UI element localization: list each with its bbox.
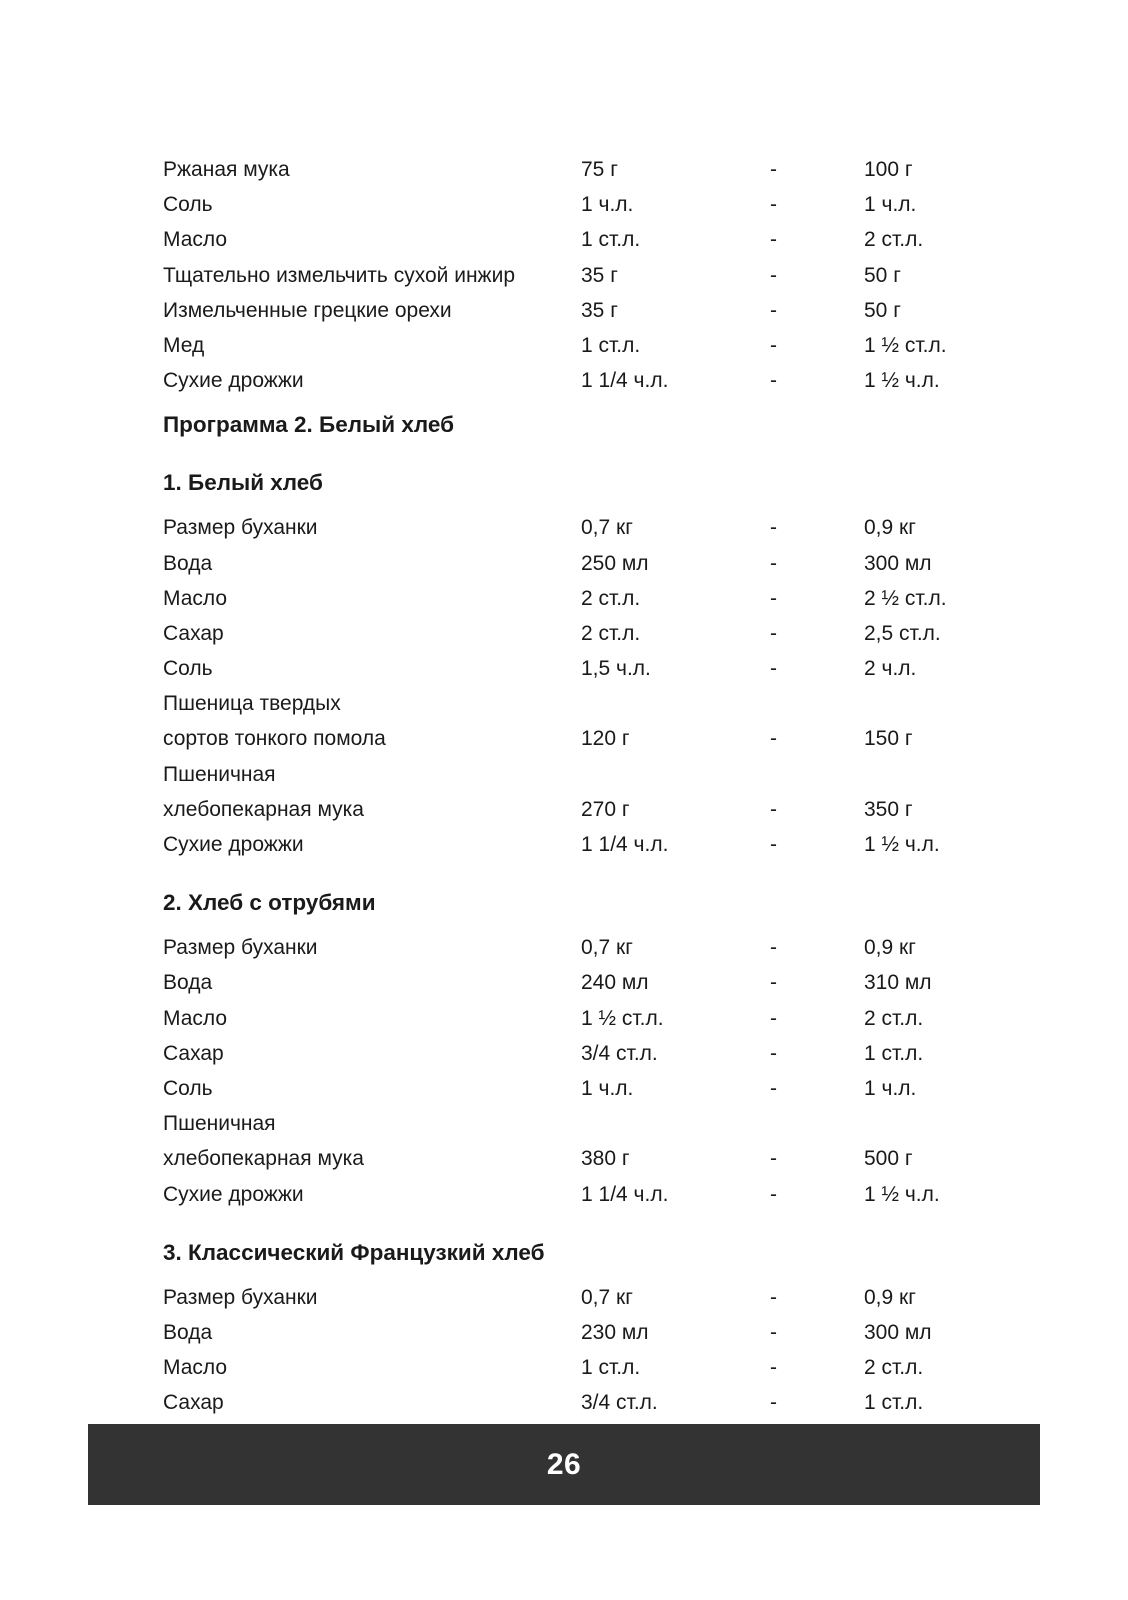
amount-small-loaf: 1 ст.л. xyxy=(581,1356,641,1380)
ingredient-name: хлебопекарная мука xyxy=(163,797,364,821)
ingredient-name: Соль xyxy=(163,657,213,681)
amount-large-loaf: 2 ½ ст.л. xyxy=(864,586,947,610)
ingredient-table xyxy=(163,930,1068,1212)
range-dash: - xyxy=(770,1182,777,1206)
amount-small-loaf: 1 1/4 ч.л. xyxy=(581,833,669,857)
range-dash: - xyxy=(770,1391,777,1415)
ingredient-name: Размер буханки xyxy=(163,516,318,540)
table-row xyxy=(163,152,1068,187)
range-dash: - xyxy=(770,1147,777,1171)
ingredient-name: Вода xyxy=(163,1320,213,1344)
amount-small-loaf: 75 г xyxy=(581,158,618,182)
ingredient-name: Пшеница твердых xyxy=(163,692,341,716)
range-dash: - xyxy=(770,727,777,751)
page-footer xyxy=(88,1424,1040,1505)
range-dash: - xyxy=(770,621,777,645)
amount-small-loaf: 270 г xyxy=(581,797,630,821)
ingredient-name: сортов тонкого помола xyxy=(163,727,386,751)
table-row xyxy=(163,1036,1068,1071)
range-dash: - xyxy=(770,1006,777,1030)
amount-small-loaf: 0,7 кг xyxy=(581,1285,633,1309)
amount-small-loaf: 0,7 кг xyxy=(581,936,633,960)
table-row xyxy=(163,1001,1068,1036)
range-dash: - xyxy=(770,1356,777,1380)
amount-large-loaf: 0,9 кг xyxy=(864,516,916,540)
range-dash: - xyxy=(770,228,777,252)
range-dash: - xyxy=(770,333,777,357)
table-row xyxy=(163,187,1068,222)
table-row xyxy=(163,1141,1068,1176)
range-dash: - xyxy=(770,1285,777,1309)
ingredient-name: Сухие дрожжи xyxy=(163,369,304,393)
amount-large-loaf: 300 мл xyxy=(864,1320,932,1344)
amount-large-loaf: 1 ч.л. xyxy=(864,193,917,217)
table-row xyxy=(163,1280,1068,1315)
table-row xyxy=(163,651,1068,686)
amount-small-loaf: 1 ½ ст.л. xyxy=(581,1006,664,1030)
ingredient-name: Масло xyxy=(163,228,228,252)
range-dash: - xyxy=(770,1041,777,1065)
amount-large-loaf: 300 мл xyxy=(864,551,932,575)
range-dash: - xyxy=(770,369,777,393)
table-row xyxy=(163,258,1068,293)
range-dash: - xyxy=(770,551,777,575)
amount-large-loaf: 150 г xyxy=(864,727,913,751)
table-row xyxy=(163,1350,1068,1385)
amount-large-loaf: 0,9 кг xyxy=(864,936,916,960)
amount-small-loaf: 1 ст.л. xyxy=(581,333,641,357)
amount-large-loaf: 2,5 ст.л. xyxy=(864,621,941,645)
range-dash: - xyxy=(770,657,777,681)
amount-large-loaf: 2 ст.л. xyxy=(864,1006,924,1030)
ingredient-name: хлебопекарная мука xyxy=(163,1147,364,1171)
amount-large-loaf: 1 ½ ч.л. xyxy=(864,1182,940,1206)
ingredient-name: Масло xyxy=(163,1356,228,1380)
table-row xyxy=(163,363,1068,398)
range-dash: - xyxy=(770,936,777,960)
ingredient-table xyxy=(163,510,1068,862)
amount-small-loaf: 1 1/4 ч.л. xyxy=(581,369,669,393)
range-dash: - xyxy=(770,516,777,540)
table-row xyxy=(163,686,1068,721)
table-row xyxy=(163,965,1068,1000)
amount-small-loaf: 250 мл xyxy=(581,551,649,575)
table-row xyxy=(163,757,1068,792)
recipe-heading: 1. Белый хлеб xyxy=(163,470,323,496)
ingredient-name: Сахар xyxy=(163,1391,224,1415)
amount-large-loaf: 1 ½ ч.л. xyxy=(864,369,940,393)
ingredient-name: Мед xyxy=(163,333,205,357)
ingredient-name: Размер буханки xyxy=(163,936,318,960)
amount-small-loaf: 1 ч.л. xyxy=(581,193,634,217)
table-row xyxy=(163,827,1068,862)
amount-large-loaf: 50 г xyxy=(864,298,901,322)
amount-small-loaf: 0,7 кг xyxy=(581,516,633,540)
table-row xyxy=(163,546,1068,581)
ingredient-table xyxy=(163,1280,1068,1421)
amount-small-loaf: 120 г xyxy=(581,727,630,751)
program-heading: Программа 2. Белый хлеб xyxy=(163,412,454,438)
amount-small-loaf: 3/4 ст.л. xyxy=(581,1041,658,1065)
ingredient-name: Тщательно измельчить сухой инжир xyxy=(163,263,515,287)
ingredient-name: Масло xyxy=(163,1006,228,1030)
amount-small-loaf: 1 ч.л. xyxy=(581,1076,634,1100)
table-row xyxy=(163,930,1068,965)
range-dash: - xyxy=(770,158,777,182)
ingredient-name: Масло xyxy=(163,586,228,610)
amount-large-loaf: 100 г xyxy=(864,158,913,182)
amount-small-loaf: 1 1/4 ч.л. xyxy=(581,1182,669,1206)
table-row xyxy=(163,510,1068,545)
page-number: 26 xyxy=(546,1447,582,1481)
ingredient-name: Пшеничная xyxy=(163,762,276,786)
range-dash: - xyxy=(770,586,777,610)
recipe-blocks xyxy=(163,152,1068,1420)
ingredient-name: Соль xyxy=(163,193,213,217)
table-row xyxy=(163,1106,1068,1141)
amount-large-loaf: 310 мл xyxy=(864,971,932,995)
table-row xyxy=(163,581,1068,616)
ingredient-name: Сахар xyxy=(163,621,224,645)
range-dash: - xyxy=(770,797,777,821)
amount-large-loaf: 1 ч.л. xyxy=(864,1076,917,1100)
amount-small-loaf: 230 мл xyxy=(581,1320,649,1344)
range-dash: - xyxy=(770,971,777,995)
amount-small-loaf: 1,5 ч.л. xyxy=(581,657,651,681)
table-row xyxy=(163,222,1068,257)
table-row xyxy=(163,328,1068,363)
amount-large-loaf: 350 г xyxy=(864,797,913,821)
table-row xyxy=(163,1315,1068,1350)
recipe-heading: 2. Хлеб с отрубями xyxy=(163,890,376,916)
ingredient-name: Сухие дрожжи xyxy=(163,833,304,857)
range-dash: - xyxy=(770,1320,777,1344)
range-dash: - xyxy=(770,263,777,287)
range-dash: - xyxy=(770,833,777,857)
ingredient-name: Пшеничная xyxy=(163,1112,276,1136)
amount-small-loaf: 380 г xyxy=(581,1147,630,1171)
amount-large-loaf: 0,9 кг xyxy=(864,1285,916,1309)
ingredient-name: Вода xyxy=(163,551,213,575)
amount-small-loaf: 2 ст.л. xyxy=(581,621,641,645)
amount-large-loaf: 50 г xyxy=(864,263,901,287)
table-row xyxy=(163,616,1068,651)
amount-large-loaf: 1 ½ ст.л. xyxy=(864,333,947,357)
amount-large-loaf: 2 ст.л. xyxy=(864,228,924,252)
table-row xyxy=(163,1071,1068,1106)
ingredient-name: Размер буханки xyxy=(163,1285,318,1309)
ingredient-name: Сухие дрожжи xyxy=(163,1182,304,1206)
amount-small-loaf: 3/4 ст.л. xyxy=(581,1391,658,1415)
amount-large-loaf: 1 ст.л. xyxy=(864,1041,924,1065)
amount-small-loaf: 2 ст.л. xyxy=(581,586,641,610)
ingredient-name: Вода xyxy=(163,971,213,995)
table-row xyxy=(163,721,1068,756)
ingredient-name: Соль xyxy=(163,1076,213,1100)
amount-large-loaf: 2 ч.л. xyxy=(864,657,917,681)
recipe-heading: 3. Классический Французкий хлеб xyxy=(163,1239,545,1265)
amount-small-loaf: 1 ст.л. xyxy=(581,228,641,252)
amount-large-loaf: 500 г xyxy=(864,1147,913,1171)
ingredient-name: Ржаная мука xyxy=(163,158,290,182)
amount-large-loaf: 1 ст.л. xyxy=(864,1391,924,1415)
table-row xyxy=(163,792,1068,827)
ingredient-name: Сахар xyxy=(163,1041,224,1065)
ingredient-name: Измельченные грецкие орехи xyxy=(163,298,452,322)
range-dash: - xyxy=(770,298,777,322)
amount-large-loaf: 2 ст.л. xyxy=(864,1356,924,1380)
ingredient-table xyxy=(163,152,1068,398)
range-dash: - xyxy=(770,193,777,217)
table-row xyxy=(163,293,1068,328)
amount-small-loaf: 240 мл xyxy=(581,971,649,995)
amount-small-loaf: 35 г xyxy=(581,298,618,322)
range-dash: - xyxy=(770,1076,777,1100)
amount-small-loaf: 35 г xyxy=(581,263,618,287)
table-row xyxy=(163,1385,1068,1420)
table-row xyxy=(163,1177,1068,1212)
amount-large-loaf: 1 ½ ч.л. xyxy=(864,833,940,857)
